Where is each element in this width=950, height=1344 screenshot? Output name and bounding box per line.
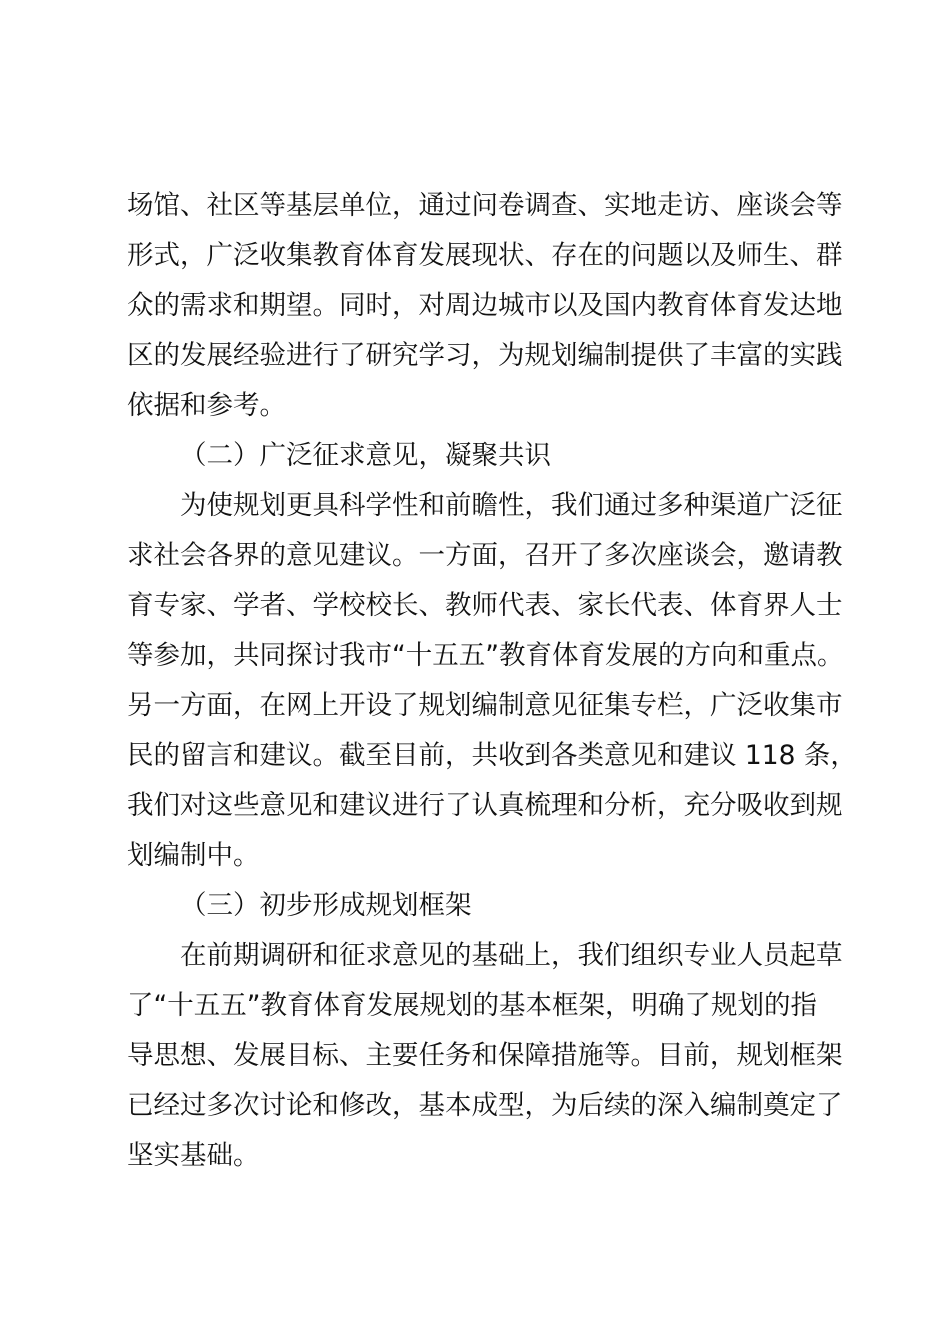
text-line: 形式，广泛收集教育体育发展现状、存在的问题以及师生、群: [127, 240, 843, 271]
text-line: 我们对这些意见和建议进行了认真梳理和分析，充分吸收到规: [127, 790, 843, 821]
document-body: [127, 181, 857, 1181]
text-line: 了“十五五”教育体育发展规划的基本框架，明确了规划的指: [127, 990, 817, 1021]
text-line: 划编制中。: [127, 840, 260, 871]
text-line: 育专家、学者、学校校长、教师代表、家长代表、体育界人士: [127, 590, 843, 621]
text-line: 依据和参考。: [127, 390, 286, 421]
text-line: 求社会各界的意见建议。一方面，召开了多次座谈会，邀请教: [127, 540, 843, 571]
text-line: 已经过多次讨论和修改，基本成型，为后续的深入编制奠定了: [127, 1090, 843, 1121]
text-line: 民的留言和建议。截至目前，共收到各类意见和建议 118 条，: [127, 740, 857, 771]
text-line: 区的发展经验进行了研究学习，为规划编制提供了丰富的实践: [127, 340, 843, 371]
text-line: 导思想、发展目标、主要任务和保障措施等。目前，规划框架: [127, 1040, 843, 1071]
section-heading: （二）广泛征求意见，凝聚共识: [180, 440, 551, 471]
section-heading: （三）初步形成规划框架: [180, 890, 472, 921]
paragraph-first-line: 在前期调研和征求意见的基础上，我们组织专业人员起草: [180, 940, 843, 971]
text-line: 场馆、社区等基层单位，通过问卷调查、实地走访、座谈会等: [127, 190, 843, 221]
text-line: 另一方面，在网上开设了规划编制意见征集专栏，广泛收集市: [127, 690, 843, 721]
paragraph-first-line: 为使规划更具科学性和前瞻性，我们通过多种渠道广泛征: [180, 490, 843, 521]
text-line: 等参加，共同探讨我市“十五五”教育体育发展的方向和重点。: [127, 640, 844, 671]
text-line: 坚实基础。: [127, 1140, 260, 1171]
text-line: 众的需求和期望。同时，对周边城市以及国内教育体育发达地: [127, 290, 843, 321]
